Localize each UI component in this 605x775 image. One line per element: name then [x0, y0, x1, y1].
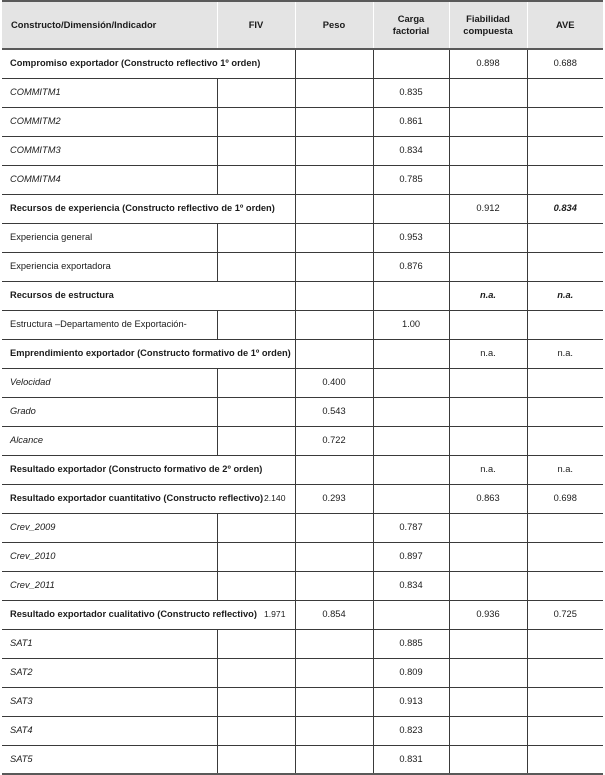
fiv-value: 2.140 — [263, 492, 286, 503]
table-row — [2, 223, 603, 252]
fiv-cell — [217, 78, 295, 107]
fiabilidad-cell — [449, 397, 527, 426]
header-row — [2, 1, 603, 49]
peso-cell — [295, 136, 373, 165]
construct-label-cell: 2.140 Resultado exportador cuantitativo (Constructo reflectivo) — [2, 484, 295, 513]
table-row — [2, 629, 603, 658]
peso-cell — [295, 455, 373, 484]
peso-cell — [295, 78, 373, 107]
indicator-label-cell: COMMITM3 — [2, 136, 217, 165]
peso-cell — [295, 310, 373, 339]
fiv-cell — [217, 745, 295, 774]
carga-factorial-cell: 1.00 — [373, 310, 449, 339]
column-header-fiv: FIV — [217, 1, 295, 49]
fiabilidad-cell — [449, 136, 527, 165]
column-header-ave: AVE — [527, 1, 603, 49]
fiv-cell — [217, 397, 295, 426]
carga-factorial-cell: 0.913 — [373, 687, 449, 716]
ave-cell — [527, 165, 603, 194]
carga-factorial-cell: 0.787 — [373, 513, 449, 542]
table-header — [2, 1, 603, 49]
ave-cell — [527, 629, 603, 658]
peso-cell — [295, 194, 373, 223]
peso-cell — [295, 687, 373, 716]
fiv-value: 1.971 — [263, 608, 286, 619]
carga-factorial-cell: 0.897 — [373, 542, 449, 571]
peso-cell — [295, 745, 373, 774]
ave-cell — [527, 136, 603, 165]
carga-factorial-cell — [373, 397, 449, 426]
ave-cell: n.a. — [527, 281, 603, 310]
peso-cell — [295, 339, 373, 368]
fiabilidad-cell: n.a. — [449, 455, 527, 484]
fiabilidad-cell — [449, 165, 527, 194]
peso-cell — [295, 49, 373, 78]
ave-cell — [527, 397, 603, 426]
fiabilidad-cell — [449, 223, 527, 252]
fiv-cell — [217, 252, 295, 281]
column-header-constructo: Constructo/Dimensión/Indicador — [2, 1, 217, 49]
table-row — [2, 78, 603, 107]
fiabilidad-cell: 0.898 — [449, 49, 527, 78]
fiv-cell — [217, 687, 295, 716]
fiabilidad-cell — [449, 252, 527, 281]
fiabilidad-cell: 0.936 — [449, 600, 527, 629]
peso-cell: 0.293 — [295, 484, 373, 513]
carga-factorial-cell — [373, 339, 449, 368]
fiabilidad-cell — [449, 542, 527, 571]
ave-cell: 0.725 — [527, 600, 603, 629]
carga-factorial-cell: 0.785 — [373, 165, 449, 194]
peso-cell — [295, 281, 373, 310]
fiabilidad-line-2: compuesta — [463, 25, 513, 36]
carga-factorial-cell — [373, 600, 449, 629]
fiv-cell — [217, 716, 295, 745]
carga-factorial-cell: 0.953 — [373, 223, 449, 252]
table-row — [2, 484, 603, 513]
indicator-label-cell: Experiencia exportadora — [2, 252, 217, 281]
indicator-label-cell: Grado — [2, 397, 217, 426]
table-row — [2, 658, 603, 687]
ave-cell: 0.698 — [527, 484, 603, 513]
carga-factorial-cell: 0.823 — [373, 716, 449, 745]
carga-factorial-cell: 0.834 — [373, 136, 449, 165]
carga-factorial-cell: 0.861 — [373, 107, 449, 136]
fiabilidad-line-1: Fiabilidad — [466, 13, 510, 25]
ave-cell — [527, 542, 603, 571]
table-row — [2, 194, 603, 223]
ave-cell — [527, 687, 603, 716]
indicator-label-cell: COMMITM2 — [2, 107, 217, 136]
table-row — [2, 455, 603, 484]
ave-cell — [527, 223, 603, 252]
table-row — [2, 49, 603, 78]
ave-cell — [527, 252, 603, 281]
fiv-cell — [217, 513, 295, 542]
column-header-peso: Peso — [295, 1, 373, 49]
table-row — [2, 107, 603, 136]
fiabilidad-cell — [449, 426, 527, 455]
fiabilidad-cell — [449, 658, 527, 687]
construct-label-cell: Resultado exportador (Constructo formativo de 2º orden) — [2, 455, 295, 484]
peso-cell: 0.400 — [295, 368, 373, 397]
ave-cell — [527, 426, 603, 455]
ave-cell — [527, 745, 603, 774]
table-row — [2, 339, 603, 368]
table-row — [2, 252, 603, 281]
fiabilidad-cell — [449, 368, 527, 397]
table-row — [2, 600, 603, 629]
peso-cell — [295, 513, 373, 542]
fiabilidad-cell — [449, 687, 527, 716]
column-header-carga-factorial: Carga factorial — [373, 1, 449, 49]
carga-factorial-cell — [373, 426, 449, 455]
ave-cell — [527, 310, 603, 339]
peso-cell — [295, 571, 373, 600]
construct-label-cell: Emprendimiento exportador (Constructo formativo de 1º orden) — [2, 339, 295, 368]
fiv-cell — [217, 165, 295, 194]
peso-cell — [295, 107, 373, 136]
fiabilidad-cell — [449, 107, 527, 136]
carga-factorial-cell: 0.809 — [373, 658, 449, 687]
fiabilidad-cell — [449, 629, 527, 658]
peso-cell — [295, 223, 373, 252]
ave-cell — [527, 368, 603, 397]
carga-factorial-cell: 0.835 — [373, 78, 449, 107]
column-header-fiabilidad-compuesta — [449, 1, 527, 49]
fiabilidad-cell: n.a. — [449, 339, 527, 368]
fiv-cell — [217, 136, 295, 165]
indicator-label-cell: SAT1 — [2, 629, 217, 658]
table-row — [2, 397, 603, 426]
fiabilidad-cell — [449, 716, 527, 745]
fiabilidad-cell: 0.863 — [449, 484, 527, 513]
construct-label-cell: 1.971 Resultado exportador cualitativo (Constructo reflectivo) — [2, 600, 295, 629]
table-row — [2, 368, 603, 397]
carga-factorial-cell — [373, 368, 449, 397]
peso-cell — [295, 658, 373, 687]
indicator-label-cell: SAT2 — [2, 658, 217, 687]
carga-factorial-cell — [373, 484, 449, 513]
table-row — [2, 745, 603, 774]
carga-factorial-cell — [373, 455, 449, 484]
fiv-cell — [217, 658, 295, 687]
fiv-cell — [217, 426, 295, 455]
carga-factorial-cell — [373, 194, 449, 223]
fiabilidad-cell — [449, 513, 527, 542]
indicator-label-cell: Crev_2010 — [2, 542, 217, 571]
fiabilidad-cell: 0.912 — [449, 194, 527, 223]
table-body — [2, 49, 603, 774]
table-row — [2, 571, 603, 600]
fiv-cell — [217, 310, 295, 339]
peso-cell — [295, 252, 373, 281]
peso-cell — [295, 716, 373, 745]
indicator-label-cell: COMMITM1 — [2, 78, 217, 107]
peso-cell: 0.854 — [295, 600, 373, 629]
ave-cell — [527, 716, 603, 745]
ave-cell: n.a. — [527, 339, 603, 368]
indicator-label-cell: Crev_2009 — [2, 513, 217, 542]
fiabilidad-cell — [449, 78, 527, 107]
carga-factorial-cell: 0.834 — [373, 571, 449, 600]
table-row — [2, 542, 603, 571]
table-row — [2, 716, 603, 745]
carga-factorial-cell — [373, 281, 449, 310]
peso-cell: 0.722 — [295, 426, 373, 455]
ave-cell — [527, 571, 603, 600]
ave-cell — [527, 513, 603, 542]
indicator-label-cell: Velocidad — [2, 368, 217, 397]
fiabilidad-cell: n.a. — [449, 281, 527, 310]
indicator-label-cell: Crev_2011 — [2, 571, 217, 600]
peso-cell: 0.543 — [295, 397, 373, 426]
carga-factorial-cell: 0.831 — [373, 745, 449, 774]
fiv-cell — [217, 368, 295, 397]
indicator-label-cell: Experiencia general — [2, 223, 217, 252]
carga-factorial-cell: 0.885 — [373, 629, 449, 658]
construct-label-cell: Recursos de estructura — [2, 281, 295, 310]
ave-cell: n.a. — [527, 455, 603, 484]
ave-cell: 0.688 — [527, 49, 603, 78]
indicator-label-cell: Estructura –Departamento de Exportación- — [2, 310, 217, 339]
fiabilidad-cell — [449, 310, 527, 339]
fiv-cell — [217, 629, 295, 658]
ave-cell — [527, 78, 603, 107]
table-row — [2, 687, 603, 716]
fiabilidad-cell — [449, 745, 527, 774]
table-row — [2, 136, 603, 165]
carga-factorial-cell — [373, 49, 449, 78]
indicator-label-cell: SAT4 — [2, 716, 217, 745]
ave-cell — [527, 107, 603, 136]
peso-cell — [295, 542, 373, 571]
ave-cell: 0.834 — [527, 194, 603, 223]
table-row — [2, 281, 603, 310]
indicator-label-cell: COMMITM4 — [2, 165, 217, 194]
fiv-cell — [217, 542, 295, 571]
fiv-cell — [217, 107, 295, 136]
fiv-cell — [217, 223, 295, 252]
construct-label-cell: Recursos de experiencia (Constructo reflectivo de 1º orden) — [2, 194, 295, 223]
fiv-cell — [217, 571, 295, 600]
indicator-label-cell: SAT5 — [2, 745, 217, 774]
table-row — [2, 165, 603, 194]
indicator-label-cell: Alcance — [2, 426, 217, 455]
indicator-label-cell: SAT3 — [2, 687, 217, 716]
construct-label-cell: Compromiso exportador (Constructo reflectivo 1º orden) — [2, 49, 295, 78]
table-row — [2, 310, 603, 339]
peso-cell — [295, 629, 373, 658]
measurement-model-table — [2, 0, 603, 775]
table-row — [2, 513, 603, 542]
table-row — [2, 426, 603, 455]
fiabilidad-cell — [449, 571, 527, 600]
peso-cell — [295, 165, 373, 194]
carga-factorial-cell: 0.876 — [373, 252, 449, 281]
ave-cell — [527, 658, 603, 687]
